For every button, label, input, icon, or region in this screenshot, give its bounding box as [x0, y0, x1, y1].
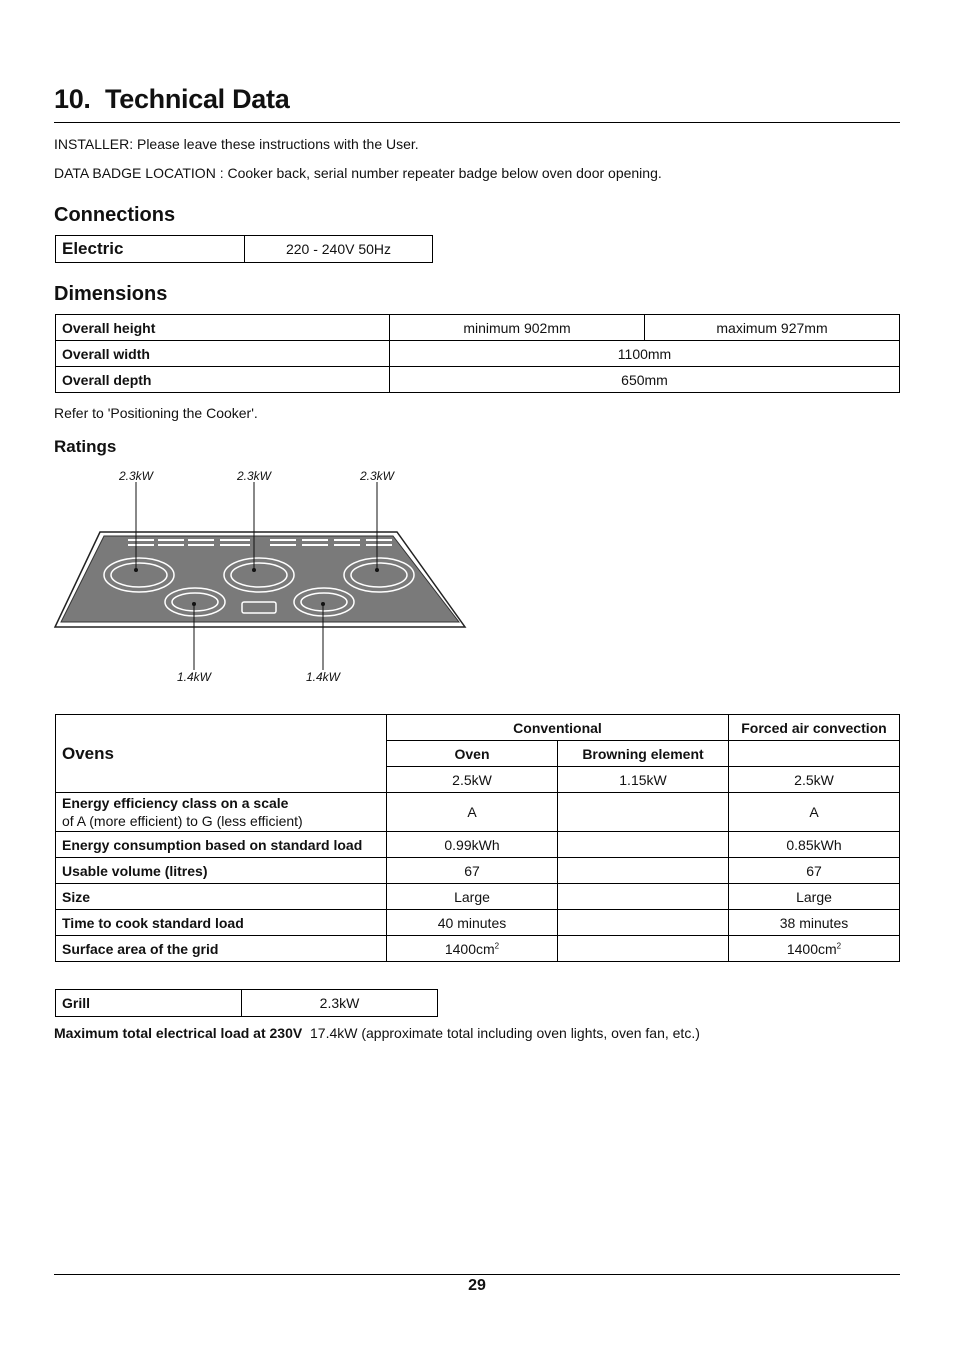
efficiency-forced: A — [729, 793, 900, 832]
ovens-table — [55, 714, 900, 962]
forced-air-header: Forced air convection — [729, 715, 900, 741]
electric-value: 220 - 240V 50Hz — [245, 236, 433, 263]
surface-oven: 1400cm — [444, 940, 495, 957]
table-row — [56, 793, 900, 832]
hob-diagram — [50, 462, 470, 692]
size-oven: Large — [387, 884, 558, 910]
width-label: Overall width — [56, 341, 390, 367]
size-label: Size — [56, 884, 387, 910]
section-number: 10. — [54, 84, 91, 114]
dimensions-heading: Dimensions — [54, 283, 168, 305]
empty-cell — [558, 910, 729, 936]
table-row — [56, 832, 900, 858]
connections-heading: Connections — [54, 204, 176, 226]
positioning-note: Refer to 'Positioning the Cooker'. — [54, 405, 258, 421]
page-number: 29 — [468, 1277, 486, 1294]
page-title — [54, 84, 289, 115]
max-load-line — [54, 1025, 700, 1041]
empty-cell — [558, 936, 729, 962]
browning-power: 1.15kW — [558, 767, 729, 793]
rating-front-right: 1.4kW — [305, 670, 341, 684]
rating-back-left: 2.3kW — [118, 469, 154, 483]
table-row — [56, 936, 900, 962]
connections-table — [55, 235, 433, 263]
efficiency-sublabel: of A (more efficient) to G (less efficient) — [62, 813, 303, 829]
oven-power: 2.5kW — [387, 767, 558, 793]
oven-header: Oven — [387, 741, 558, 767]
efficiency-oven: A — [387, 793, 558, 832]
browning-header: Browning element — [558, 741, 729, 767]
grill-value: 2.3kW — [242, 990, 438, 1017]
rating-back-right: 2.3kW — [359, 469, 395, 483]
forced-power: 2.5kW — [729, 767, 900, 793]
surface-forced: 1400cm — [786, 940, 837, 957]
table-row — [56, 884, 900, 910]
grill-table — [55, 989, 438, 1017]
installer-note: INSTALLER: Please leave these instructions with the User. — [54, 136, 419, 152]
electric-label: Electric — [56, 236, 245, 263]
empty-cell — [558, 884, 729, 910]
grill-label: Grill — [56, 990, 242, 1017]
table-row — [56, 341, 900, 367]
height-label: Overall height — [56, 315, 390, 341]
surface-oven-cell — [387, 936, 558, 962]
table-row — [56, 367, 900, 393]
table-row — [56, 315, 900, 341]
size-forced: Large — [729, 884, 900, 910]
empty-cell — [729, 741, 900, 767]
empty-cell — [558, 832, 729, 858]
ovens-label: Ovens — [56, 715, 387, 793]
table-row — [56, 236, 433, 263]
efficiency-label-cell — [56, 793, 387, 832]
badge-location-note: DATA BADGE LOCATION : Cooker back, serial number repeater badge below oven door opening. — [54, 165, 662, 181]
depth-value: 650mm — [390, 367, 900, 393]
height-max: maximum 927mm — [645, 315, 900, 341]
surface-label: Surface area of the grid — [56, 936, 387, 962]
conventional-header: Conventional — [387, 715, 729, 741]
title-divider — [54, 122, 900, 123]
footer-divider — [54, 1274, 900, 1275]
table-row — [56, 910, 900, 936]
dimensions-table — [55, 314, 900, 393]
volume-oven: 67 — [387, 858, 558, 884]
depth-label: Overall depth — [56, 367, 390, 393]
rating-back-center: 2.3kW — [236, 469, 272, 483]
section-title: Technical Data — [105, 84, 290, 114]
consumption-label: Energy consumption based on standard load — [56, 832, 387, 858]
rating-front-left: 1.4kW — [176, 670, 212, 684]
time-forced: 38 minutes — [729, 910, 900, 936]
surface-forced-unit-sup: 2 — [836, 940, 842, 950]
consumption-forced: 0.85kWh — [729, 832, 900, 858]
volume-label: Usable volume (litres) — [56, 858, 387, 884]
width-value: 1100mm — [390, 341, 900, 367]
ratings-heading: Ratings — [54, 437, 117, 456]
surface-forced-cell — [729, 936, 900, 962]
efficiency-label: Energy efficiency class on a scale — [62, 795, 289, 811]
empty-cell — [558, 858, 729, 884]
table-row — [56, 990, 438, 1017]
height-min: minimum 902mm — [390, 315, 645, 341]
hob-surface — [61, 536, 459, 622]
table-row — [56, 858, 900, 884]
volume-forced: 67 — [729, 858, 900, 884]
max-load-value: 17.4kW (approximate total including oven lights, oven fan, etc.) — [310, 1025, 700, 1041]
time-oven: 40 minutes — [387, 910, 558, 936]
time-label: Time to cook standard load — [56, 910, 387, 936]
table-row — [56, 715, 900, 741]
consumption-oven: 0.99kWh — [387, 832, 558, 858]
surface-oven-unit-sup: 2 — [494, 940, 500, 950]
max-load-label: Maximum total electrical load at 230V — [54, 1025, 303, 1041]
empty-cell — [558, 793, 729, 832]
